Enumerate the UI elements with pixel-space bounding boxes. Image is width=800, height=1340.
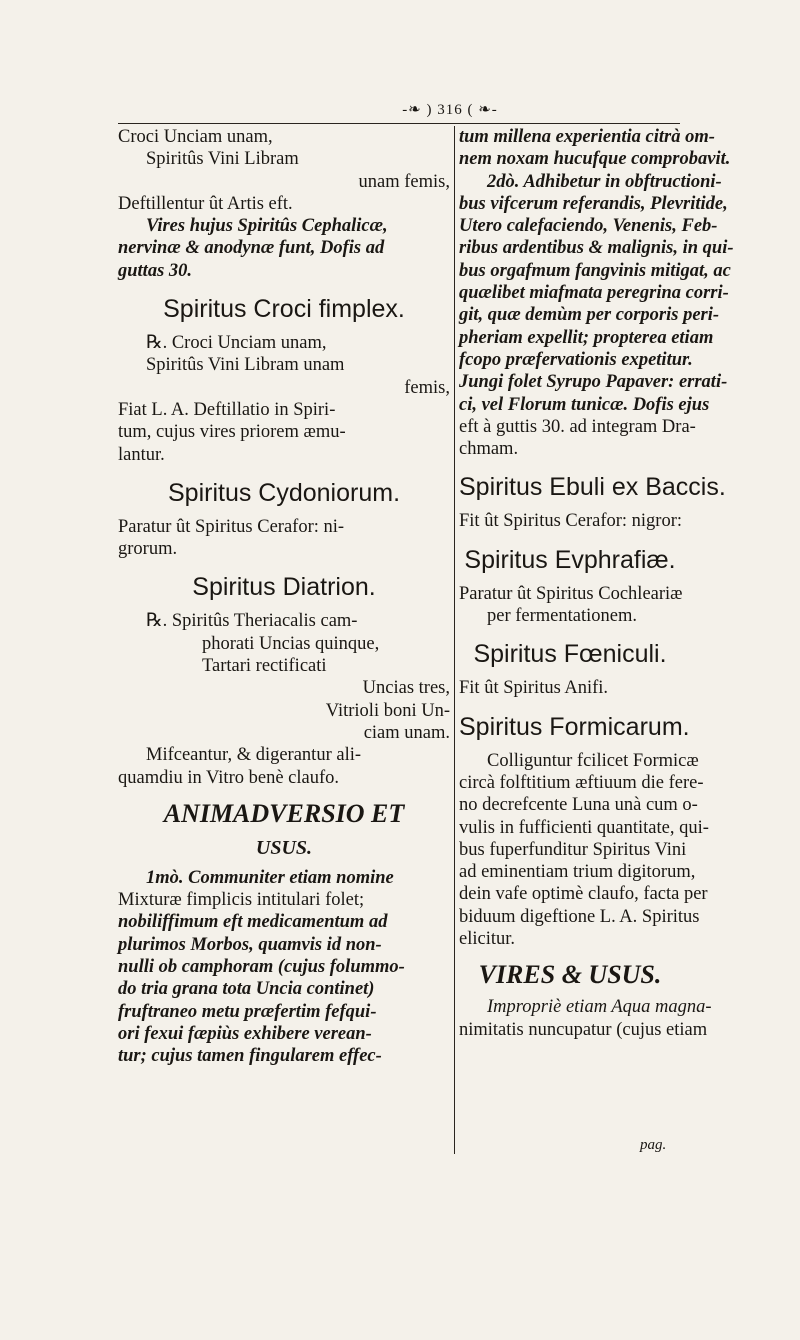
text-line: Fit ût Spiritus Anifi. [459,678,609,699]
text-line: phorati Uncias quinque, [202,633,380,654]
text-line: 1mò. Communiter etiam nomine [146,867,394,888]
text-line: fruftraneo metu præfertim fefqui- [118,1001,377,1022]
section-heading: ANIMADVERSIO ET [163,798,405,828]
text-line: 2dò. Adhibetur in obftructioni- [487,171,722,192]
text-line: ori fexui fæpiùs exhibere verean- [118,1023,372,1044]
text-line: bus fuperfunditur Spiritus Vini [459,839,687,860]
text-line: unam femis, [358,171,450,192]
text-line: ℞. Spiritûs Theriacalis cam- [146,611,358,632]
text-line: git, quæ demùm per corporis peri- [459,305,720,326]
text-line: femis, [404,377,450,398]
text-line: no decrefcente Luna unà cum o- [459,795,698,816]
section-heading: Spiritus Croci fimplex. [163,295,405,324]
text-line: quælibet miafmata peregrina corri- [459,283,729,304]
text-line: per fermentationem. [487,606,637,627]
column-divider [454,126,455,1154]
text-line: dein vafe optimè claufo, facta per [459,884,708,905]
text-line: pheriam expellit; propterea etiam [459,327,714,348]
left-column [118,126,450,1068]
text-line: eft à guttis 30. ad integram Dra- [459,416,696,437]
text-line: bus orgafmum fangvinis mitigat, ac [459,260,731,281]
text-line: Vires hujus Spiritûs Cephalicæ, [146,216,388,237]
text-line: quamdiu in Vitro benè claufo. [118,767,340,788]
text-line: fcopo præfervationis expetitur. [459,349,693,370]
text-line: ciam unam. [363,722,450,743]
text-line: bus vifcerum referandis, Plevritide, [459,193,728,214]
right-column [459,126,734,1041]
section-heading: Spiritus Formicarum. [459,712,690,741]
text-line: tur; cujus tamen fingularem effec- [118,1046,382,1067]
text-line: grorum. [118,539,178,560]
text-line: ℞. Croci Unciam unam, [146,333,327,354]
section-heading: USUS. [255,836,313,859]
text-line: Deftillentur ût Artis eft. [118,193,293,214]
text-line: ad eminentiam trium digitorum, [459,862,696,883]
section-heading: VIRES & USUS. [478,960,662,990]
text-line: Paratur ût Spiritus Cochleariæ [459,583,683,604]
text-line: elicitur. [459,929,515,950]
text-line: nulli ob camphoram (cujus folummo- [118,957,405,978]
text-line: Utero calefaciendo, Venenis, Feb- [459,216,718,237]
header-rule [118,123,680,124]
section-heading: Spiritus Evphrafiæ. [464,545,676,574]
section-heading: Spiritus Diatrion. [192,573,376,602]
text-line: Paratur ût Spiritus Cerafor: ni- [118,516,345,537]
text-line: ci, vel Florum tunicæ. Dofis ejus [459,394,710,415]
text-line: Spiritûs Vini Libram unam [146,355,345,376]
text-line: Vitrioli boni Un- [325,700,450,721]
text-line: vulis in fufficienti quantitate, qui- [459,817,709,838]
text-line: Jungi folet Syrupo Papaver: errati- [459,372,728,393]
text-line: tum, cujus vires priorem æmu- [118,422,346,443]
text-line: nimitatis nuncupatur (cujus etiam [459,1019,708,1040]
text-line: Tartari rectificati [202,656,327,677]
text-line: Croci Unciam unam, [118,127,273,147]
catchword: pag. [640,1137,667,1153]
text-line: Spiritûs Vini Libram [146,149,299,170]
text-line: circà folftitium æftiuum die fere- [459,772,704,793]
text-line: Fiat L. A. Deftillatio in Spiri- [118,399,336,420]
text-line: biduum digeftione L. A. Spiritus [459,906,700,927]
section-heading: Spiritus Cydoniorum. [167,478,401,507]
text-line: ribus ardentibus & malignis, in qui- [459,238,734,259]
running-head: -❧ ) 316 ( ❧- [402,102,498,118]
text-line: plurimos Morbos, quamvis id non- [118,934,382,955]
text-line: guttas 30. [118,260,193,281]
section-heading: Spiritus Fœniculi. [473,640,667,669]
text-line: do tria grana tota Uncia continet) [118,979,375,1000]
text-line: Mifceantur, & digerantur ali- [146,745,362,766]
text-line: tum millena experientia citrà om- [459,127,715,147]
text-line: Fit ût Spiritus Cerafor: nigror: [459,511,683,532]
text-line: Impropriè etiam Aqua magna- [487,997,712,1018]
text-line: nobiliffimum eft medicamentum ad [118,912,388,933]
text-line: nervinæ & anodynæ funt, Dofis ad [118,238,385,259]
text-line: nem noxam hucufque comprobavit. [459,149,731,170]
text-line: lantur. [118,444,165,465]
text-line: Colliguntur fcilicet Formicæ [487,750,699,771]
text-line: chmam. [459,439,519,460]
text-line: Mixturæ fimplicis intitulari folet; [118,890,365,911]
text-line: Uncias tres, [362,678,450,699]
section-heading: Spiritus Ebuli ex Baccis. [459,473,726,502]
